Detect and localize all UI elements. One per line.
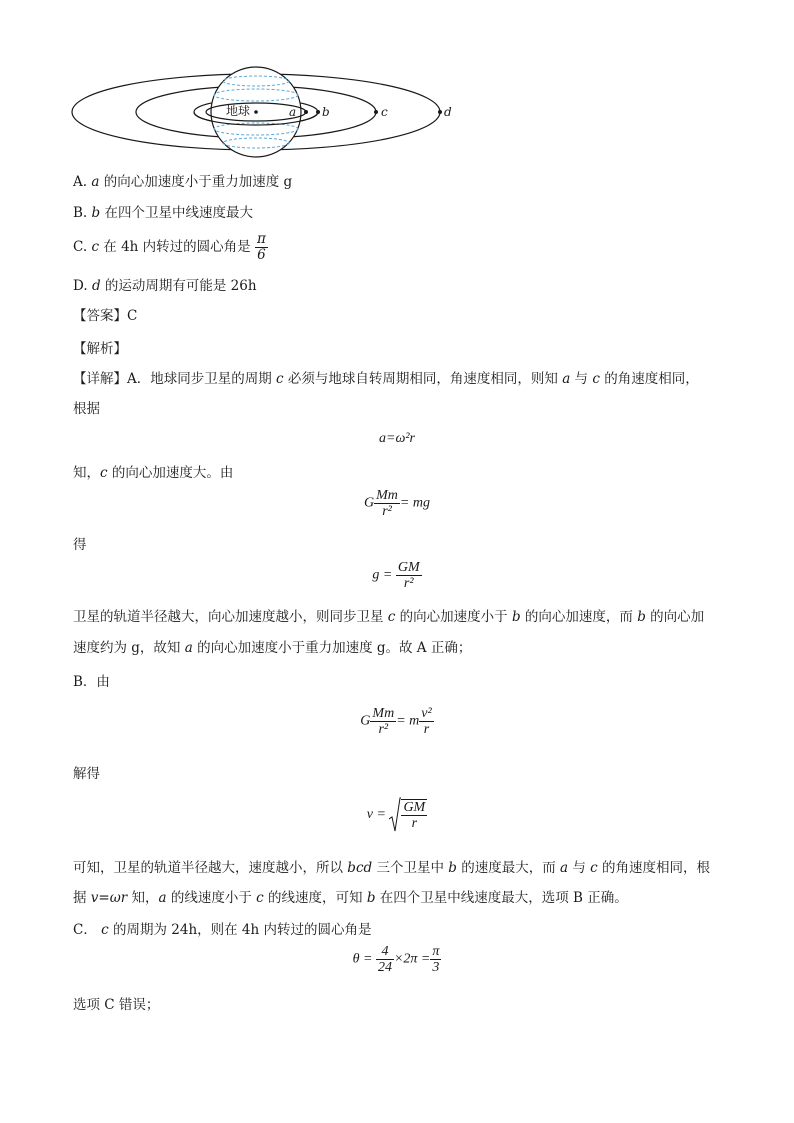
detail-get: 得 [73,537,87,553]
option-text: 的运动周期有可能是 26h [100,278,257,294]
satellite-d [438,110,442,114]
label-d: d [444,105,452,119]
option-var: a [91,174,100,190]
option-var: d [91,278,101,294]
earth-center [254,110,258,114]
option-var: b [91,205,101,221]
label-b: b [322,105,330,119]
formula-6: θ = $\frac{4}{24}$ ×2π = $\frac{\pi}{3}$ [352,944,440,975]
answer-value: C [127,308,138,324]
label-a: a [289,105,297,119]
analysis-label: 【解析】 [73,341,127,357]
satellite-b [316,110,320,114]
para-1-line-1: 卫星的轨道半径越大，向心加速度越小，则同步卫星 c 的向心加速度小于 b 的向心加速度，而 b 的向心加 [73,609,705,625]
option-prefix: B. [73,205,92,221]
option-d [73,276,257,296]
detail-solve: 解得 [73,766,100,782]
option-prefix: C. [73,239,92,255]
earth-label: 地球 [226,104,251,118]
fraction: $\frac{\pi}{6}$ [256,231,266,263]
formula-5: v = $\frac{GM}{r}$ [0,797,794,833]
formula-4: G $\frac{Mm}{\text{r²}}$ = m $\frac{\text{v²}}{r}$ [360,706,432,737]
section-c-conclusion: 选项 C 错误； [73,997,160,1013]
detail-line-1: 【详解】A．地球同步卫星的周期 c 必须与地球自转周期相同，角速度相同，则知 a 与 c 的角速度相同， [73,371,699,387]
detail-line-2: 根据 [73,401,100,417]
detail-line-3: 知，c 的向心加速度大。由 [73,465,234,481]
formula-3: g = $\frac{GM}{\text{r²}}$ [372,560,420,591]
option-text: 的向心加速度小于重力加速度 g [99,174,293,190]
option-var: c [91,239,99,255]
option-a [73,172,292,192]
answer-line [73,306,137,326]
sqrt-sign: $\frac{GM}{r}$ [389,797,427,833]
option-b [73,203,253,223]
option-prefix: A. [73,174,92,190]
option-c [73,232,268,263]
para-2-line-1: 可知，卫星的轨道半径越大，速度越小，所以 bcd 三个卫星中 b 的速度最大，而 a 与 c 的角速度相同，根 [73,860,711,876]
section-b-label: B．由 [73,674,110,690]
option-text: 在四个卫星中线速度最大 [100,205,253,221]
para-2-line-2: 据 v=ωr 知，a 的线速度小于 c 的线速度，可知 b 在四个卫星中线速度最大，选项 B 正确。 [73,890,628,906]
section-c-line: C． c 的周期为 24h，则在 4h 内转过的圆心角是 [73,922,372,938]
satellite-a [304,110,308,114]
option-prefix: D. [73,278,92,294]
para-1-line-2: 速度约为 g，故知 a 的向心加速度小于重力加速度 g。故 A 正确； [73,640,472,656]
answer-label: 【答案】 [73,308,127,324]
formula-2: G $\frac{Mm}{\text{r²}}$ = mg [364,488,430,519]
option-text: 在 4h 内转过的圆心角是 [99,239,251,255]
label-c: c [381,105,388,119]
orbit-diagram [60,62,480,162]
satellite-c [374,110,378,114]
formula-1: a=ω²r [379,431,415,446]
